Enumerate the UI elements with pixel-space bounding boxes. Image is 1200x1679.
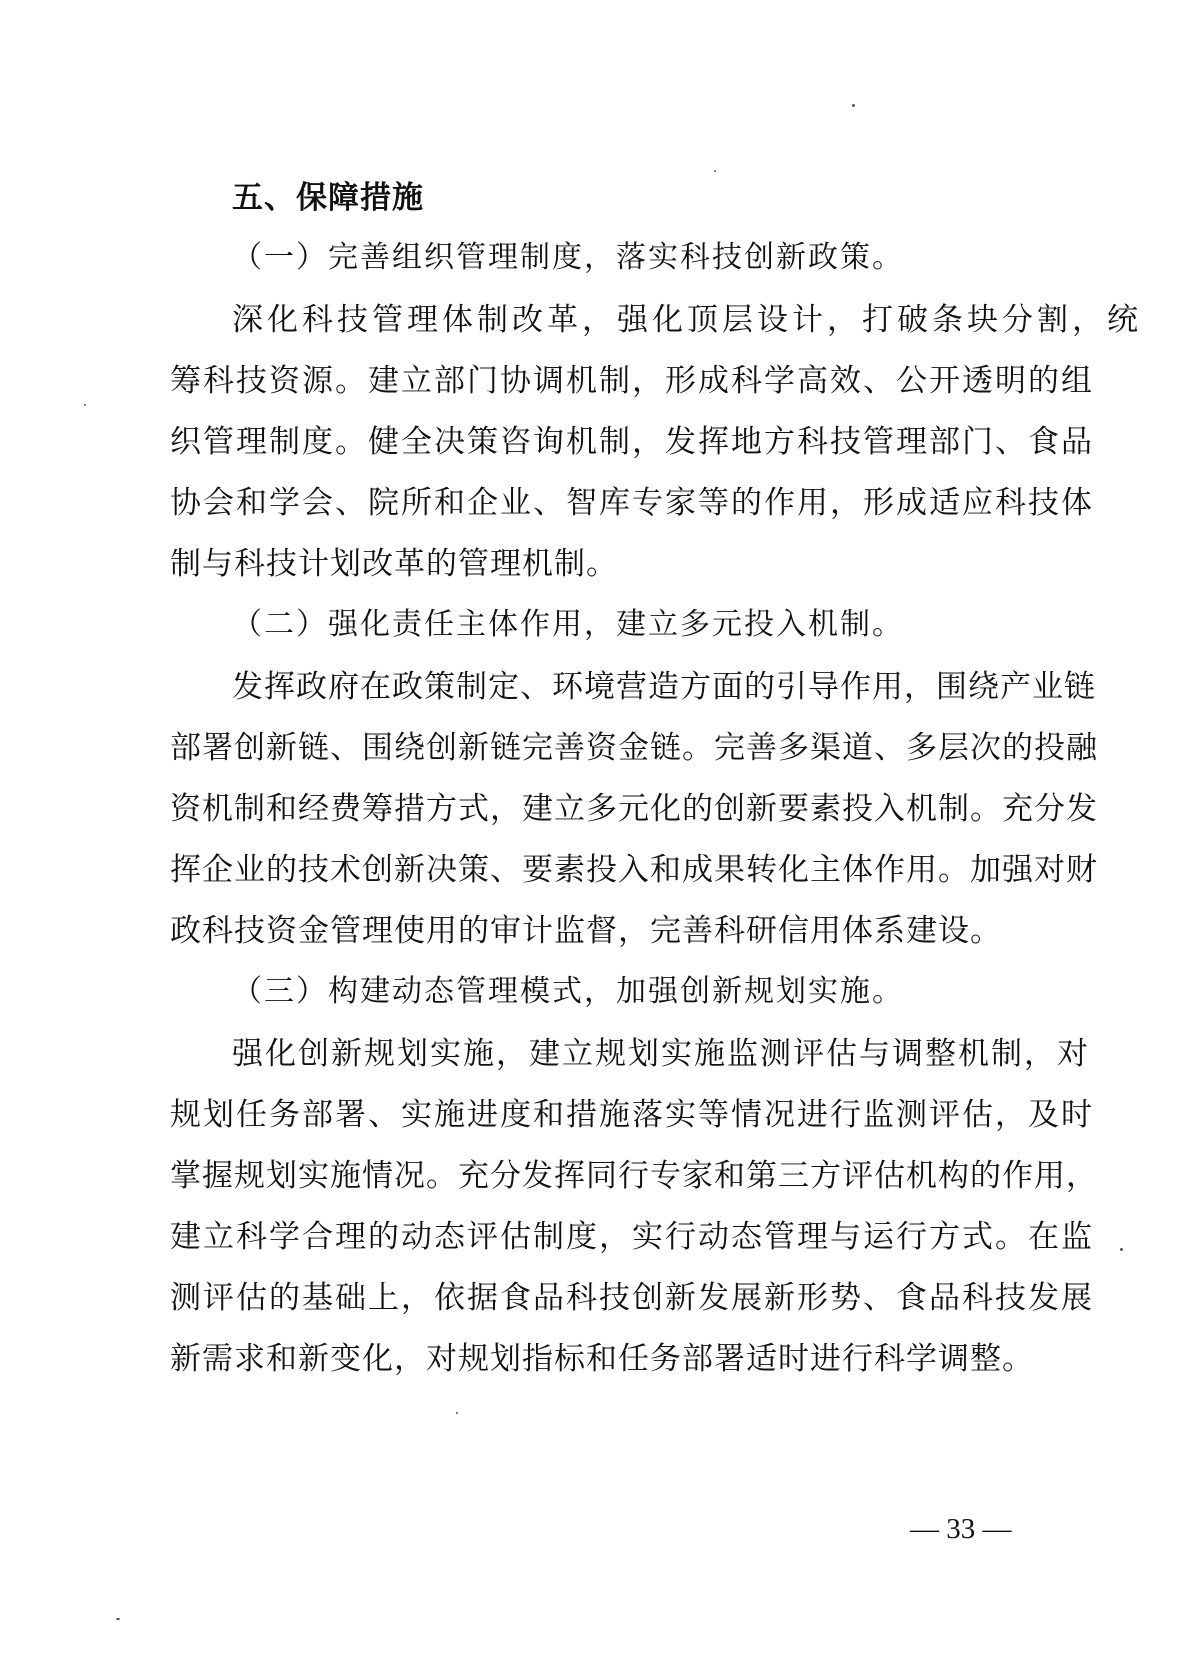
paragraph-line: 深化科技管理体制改革，强化顶层设计，打破条块分割，统 bbox=[232, 302, 1142, 338]
paragraph-line: 测评估的基础上，依据食品科技创新发展新形势、食品科技发展 bbox=[170, 1280, 1094, 1316]
paragraph-line: 挥企业的技术创新决策、要素投入和成果转化主体作用。加强对财 bbox=[170, 852, 1098, 888]
paragraph-line: 政科技资金管理使用的审计监督，完善科研信用体系建设。 bbox=[170, 913, 1002, 949]
subsection-title-2: （二）强化责任主体作用，建立多元投入机制。 bbox=[232, 607, 904, 642]
paragraph-line: 协会和学会、院所和企业、智库专家等的作用，形成适应科技体 bbox=[170, 485, 1094, 521]
section-heading: 五、保障措施 bbox=[232, 180, 424, 216]
scan-speck bbox=[852, 104, 855, 107]
paragraph-line: 强化创新规划实施，建立规划实施监测评估与调整机制，对 bbox=[232, 1036, 1090, 1072]
paragraph-line: 掌握规划实施情况。充分发挥同行专家和第三方评估机构的作用， bbox=[170, 1158, 1098, 1194]
page-number: — 33 — bbox=[910, 1513, 1012, 1545]
scan-speck bbox=[1120, 1248, 1123, 1251]
paragraph-line: 建立科学合理的动态评估制度，实行动态管理与运行方式。在监 bbox=[170, 1219, 1094, 1255]
scan-speck bbox=[84, 404, 86, 406]
scan-speck bbox=[116, 1618, 120, 1620]
paragraph-line: 织管理制度。健全决策咨询机制，发挥地方科技管理部门、食品 bbox=[170, 424, 1094, 460]
scan-speck bbox=[456, 1412, 458, 1414]
subsection-title-3: （三）构建动态管理模式，加强创新规划实施。 bbox=[232, 974, 904, 1009]
paragraph-line: 资机制和经费筹措方式，建立多元化的创新要素投入机制。充分发 bbox=[170, 791, 1098, 827]
paragraph-line: 筹科技资源。建立部门协调机制，形成科学高效、公开透明的组 bbox=[170, 363, 1094, 399]
scan-speck bbox=[714, 170, 716, 172]
subsection-title-1: （一）完善组织管理制度，落实科技创新政策。 bbox=[232, 240, 904, 275]
paragraph-line: 发挥政府在政策制定、环境营造方面的引导作用，围绕产业链 bbox=[232, 669, 1096, 705]
paragraph-line: 制与科技计划改革的管理机制。 bbox=[170, 546, 618, 582]
paragraph-line: 新需求和新变化，对规划指标和任务部署适时进行科学调整。 bbox=[170, 1341, 1034, 1377]
paragraph-line: 规划任务部署、实施进度和措施落实等情况进行监测评估，及时 bbox=[170, 1097, 1094, 1133]
paragraph-line: 部署创新链、围绕创新链完善资金链。完善多渠道、多层次的投融 bbox=[170, 730, 1098, 766]
